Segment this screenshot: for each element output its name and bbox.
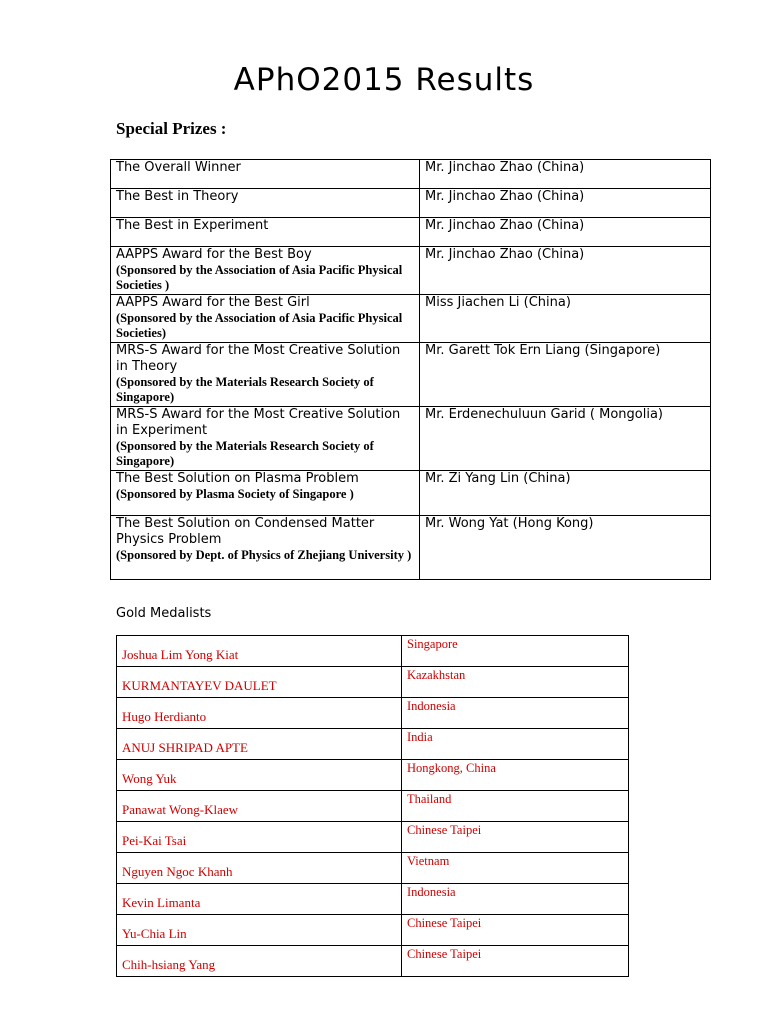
winner-cell: Mr. Jinchao Zhao (China): [420, 189, 711, 218]
table-row: [117, 791, 629, 822]
prize-label: AAPPS Award for the Best Boy: [116, 247, 312, 262]
table-row: [111, 247, 711, 295]
table-row: [117, 729, 629, 760]
gold-medalists-heading: Gold Medalists: [116, 606, 212, 621]
winner-cell: Mr. Jinchao Zhao (China): [420, 160, 711, 189]
winner-cell: Mr. Jinchao Zhao (China): [420, 218, 711, 247]
table-row: [111, 516, 711, 580]
table-row: [117, 915, 629, 946]
prize-cell: [111, 516, 420, 580]
prize-label: The Best Solution on Plasma Problem: [116, 471, 359, 486]
medalist-name: Hugo Herdianto: [117, 698, 402, 729]
medalist-country: Thailand: [402, 791, 629, 822]
prize-sponsor: (Sponsored by the Materials Research Society of Singapore): [116, 439, 374, 468]
prize-sponsor: (Sponsored by the Materials Research Society of Singapore): [116, 375, 374, 404]
prize-cell: [111, 160, 420, 189]
medalist-name: KURMANTAYEV DAULET: [117, 667, 402, 698]
medalist-name: Chih-hsiang Yang: [117, 946, 402, 977]
table-row: [111, 343, 711, 407]
medalist-name: Pei-Kai Tsai: [117, 822, 402, 853]
medalist-name: Nguyen Ngoc Khanh: [117, 853, 402, 884]
prize-cell: [111, 247, 420, 295]
winner-cell: Mr. Zi Yang Lin (China): [420, 471, 711, 516]
prize-label: The Best Solution on Condensed Matter Physics Problem: [116, 516, 375, 547]
table-row: [111, 471, 711, 516]
winner-cell: Mr. Jinchao Zhao (China): [420, 247, 711, 295]
table-row: [117, 946, 629, 977]
medalist-name: Kevin Limanta: [117, 884, 402, 915]
medalist-country: Chinese Taipei: [402, 915, 629, 946]
prize-cell: [111, 295, 420, 343]
prize-label: AAPPS Award for the Best Girl: [116, 295, 310, 310]
prize-label: MRS-S Award for the Most Creative Solution in Theory: [116, 343, 401, 374]
winner-cell: Mr. Erdenechuluun Garid ( Mongolia): [420, 407, 711, 471]
winner-cell: Mr. Wong Yat (Hong Kong): [420, 516, 711, 580]
table-row: [117, 636, 629, 667]
prize-label: MRS-S Award for the Most Creative Solution in Experiment: [116, 407, 401, 438]
table-row: [117, 853, 629, 884]
medalist-name: Joshua Lim Yong Kiat: [117, 636, 402, 667]
table-row: [111, 295, 711, 343]
medalist-name: Wong Yuk: [117, 760, 402, 791]
prize-sponsor: (Sponsored by Dept. of Physics of Zhejiang University ): [116, 548, 412, 562]
table-row: [117, 667, 629, 698]
medalist-country: Singapore: [402, 636, 629, 667]
medalist-country: Indonesia: [402, 884, 629, 915]
table-row: [117, 698, 629, 729]
prize-label: The Best in Theory: [116, 189, 239, 204]
table-row: [117, 884, 629, 915]
prize-cell: [111, 471, 420, 516]
gold-medalists-table: [116, 635, 629, 977]
winner-cell: Miss Jiachen Li (China): [420, 295, 711, 343]
table-row: [111, 218, 711, 247]
table-row: [111, 189, 711, 218]
medalist-country: Hongkong, China: [402, 760, 629, 791]
prize-sponsor: (Sponsored by Plasma Society of Singapore ): [116, 487, 354, 501]
medalist-country: Vietnam: [402, 853, 629, 884]
table-row: [117, 822, 629, 853]
medalist-name: Panawat Wong-Klaew: [117, 791, 402, 822]
special-prizes-heading: Special Prizes :: [116, 119, 227, 138]
medalist-country: India: [402, 729, 629, 760]
medalist-country: Chinese Taipei: [402, 946, 629, 977]
page-title: APhO2015 Results: [233, 62, 535, 98]
prize-cell: [111, 189, 420, 218]
table-row: [117, 760, 629, 791]
prize-label: The Overall Winner: [116, 160, 241, 175]
special-prizes-table: [110, 159, 711, 580]
prize-sponsor: (Sponsored by the Association of Asia Pacific Physical Societies): [116, 311, 403, 340]
table-row: [111, 407, 711, 471]
prize-sponsor: (Sponsored by the Association of Asia Pacific Physical Societies ): [116, 263, 403, 292]
table-row: [111, 160, 711, 189]
prize-cell: [111, 343, 420, 407]
prize-label: The Best in Experiment: [116, 218, 269, 233]
prize-cell: [111, 407, 420, 471]
medalist-country: Indonesia: [402, 698, 629, 729]
medalist-country: Kazakhstan: [402, 667, 629, 698]
medalist-name: ANUJ SHRIPAD APTE: [117, 729, 402, 760]
prize-cell: [111, 218, 420, 247]
medalist-country: Chinese Taipei: [402, 822, 629, 853]
medalist-name: Yu-Chia Lin: [117, 915, 402, 946]
winner-cell: Mr. Garett Tok Ern Liang (Singapore): [420, 343, 711, 407]
